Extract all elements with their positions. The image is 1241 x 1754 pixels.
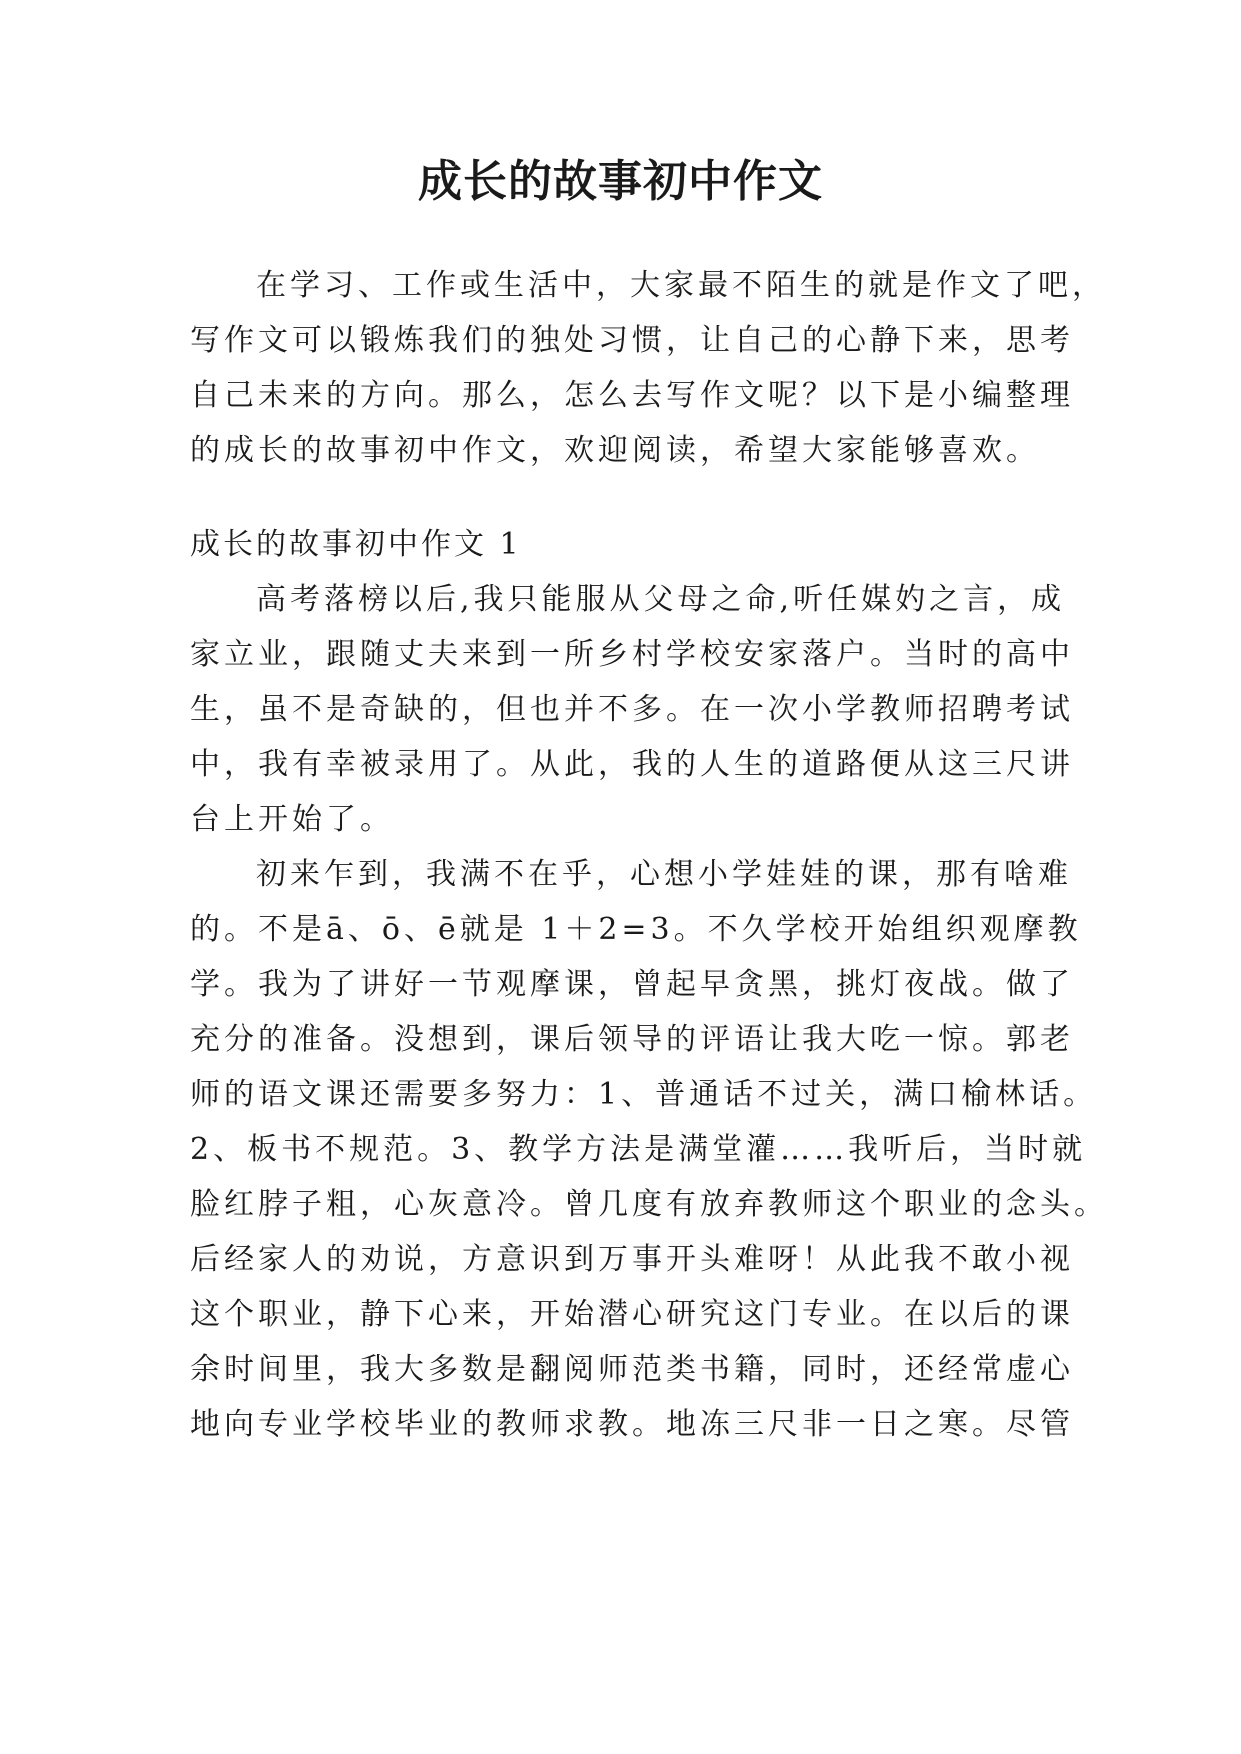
section-heading: 成长的故事初中作文 1 [190, 527, 522, 562]
paragraph-line: 脸红脖子粗，心灰意冷。曾几度有放弃教师这个职业的念头。 [190, 1187, 1108, 1222]
intro-line: 自己未来的方向。那么，怎么去写作文呢？以下是小编整理 [190, 378, 1074, 413]
paragraph-line: 台上开始了。 [190, 802, 394, 837]
paragraph-line: 2、板书不规范。3、教学方法是满堂灌……我听后，当时就 [190, 1132, 1087, 1167]
paragraph-line: 学。我为了讲好一节观摩课，曾起早贪黑，挑灯夜战。做了 [190, 967, 1074, 1002]
intro-line: 写作文可以锻炼我们的独处习惯，让自己的心静下来，思考 [190, 323, 1074, 358]
paragraph-line: 初来乍到，我满不在乎，心想小学娃娃的课，那有啥难 [256, 857, 1072, 892]
paragraph-line: 家立业，跟随丈夫来到一所乡村学校安家落户。当时的高中 [190, 637, 1074, 672]
intro-line: 的成长的故事初中作文，欢迎阅读，希望大家能够喜欢。 [190, 433, 1040, 468]
document-title: 成长的故事初中作文 [418, 156, 823, 207]
paragraph-line: 余时间里，我大多数是翻阅师范类书籍，同时，还经常虚心 [190, 1352, 1074, 1387]
paragraph-line: 这个职业，静下心来，开始潜心研究这门专业。在以后的课 [190, 1297, 1074, 1332]
intro-line: 在学习、工作或生活中，大家最不陌生的就是作文了吧， [256, 268, 1106, 303]
paragraph-line: 的。不是ā、ō、ē就是 1＋2=3。不久学校开始组织观摩教 [190, 912, 1082, 947]
paragraph-line: 充分的准备。没想到，课后领导的评语让我大吃一惊。郭老 [190, 1022, 1074, 1057]
paragraph-line: 师的语文课还需要多努力：1、普通话不过关，满口榆林话。 [190, 1077, 1098, 1112]
paragraph-line: 后经家人的劝说，方意识到万事开头难呀！从此我不敢小视 [190, 1242, 1074, 1277]
paragraph-line: 生，虽不是奇缺的，但也并不多。在一次小学教师招聘考试 [190, 692, 1074, 727]
paragraph-line: 高考落榜以后,我只能服从父母之命,听任媒妁之言，成 [256, 582, 1066, 617]
paragraph-line: 中，我有幸被录用了。从此，我的人生的道路便从这三尺讲 [190, 747, 1074, 782]
paragraph-line: 地向专业学校毕业的教师求教。地冻三尺非一日之寒。尽管 [190, 1407, 1074, 1442]
